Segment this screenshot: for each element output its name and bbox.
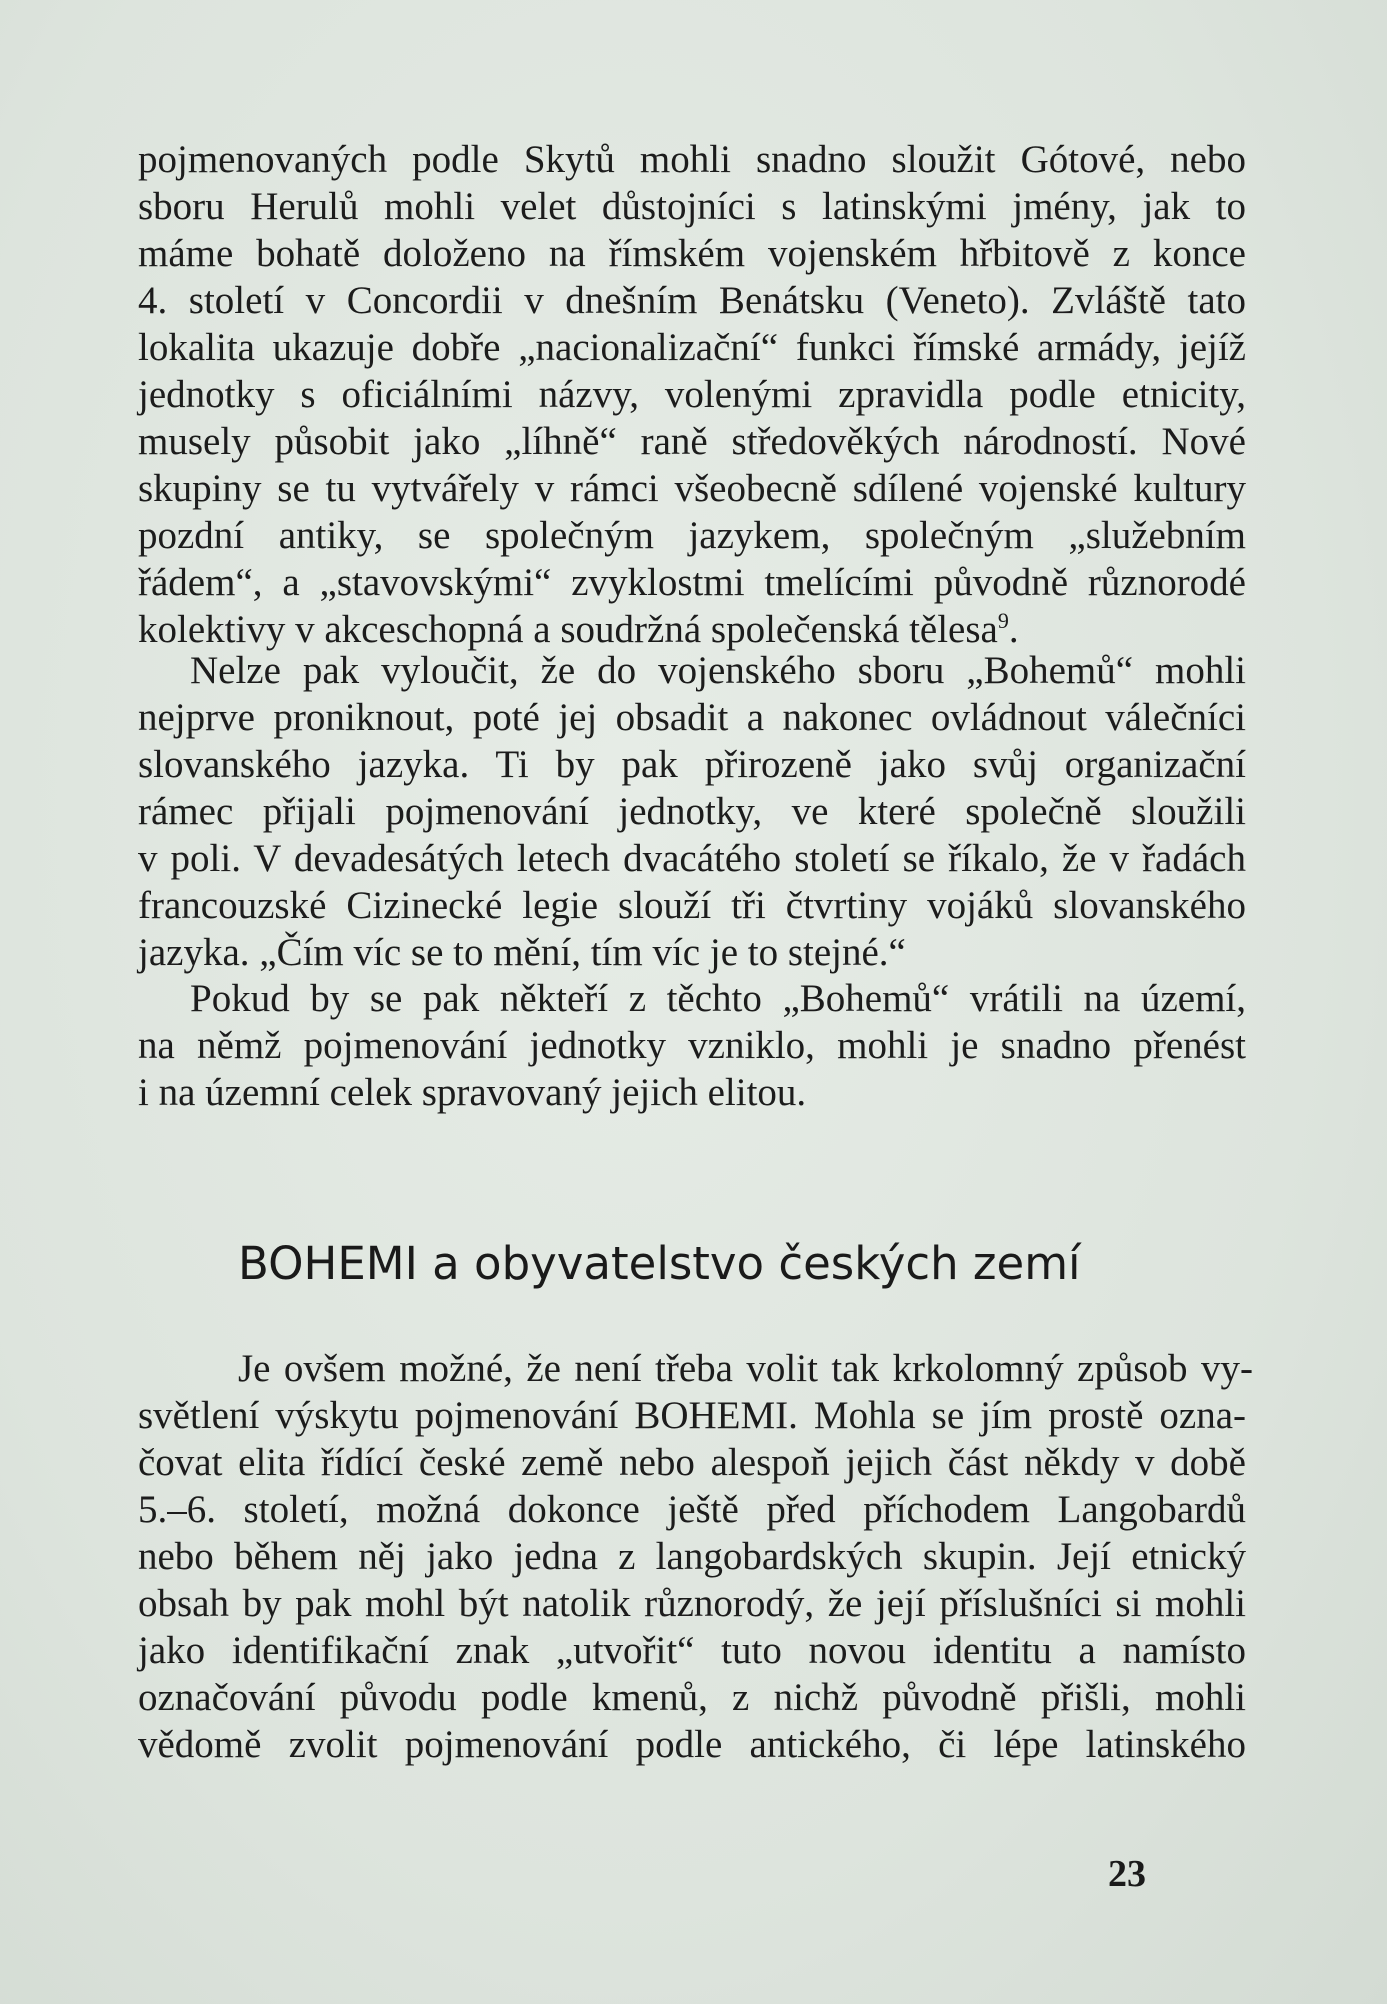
text-line: označování původu podle kmenů, z nichž původně přišli, mohli — [138, 1676, 1246, 1719]
text-line: pozdní antiky, se společným jazykem, společným „služebním — [138, 514, 1246, 557]
text-line — [138, 606, 1246, 653]
text-line: 5.–6. století, možná dokonce ještě před příchodem Langobardů — [138, 1488, 1246, 1531]
sentence-end: . — [1008, 608, 1019, 651]
text-line: na němž pojmenování jednotky vzniklo, mohli je snadno přenést — [138, 1024, 1246, 1067]
text-line: v poli. V devadesátých letech dvacátého století se říkalo, že v řadách — [138, 837, 1246, 880]
text-line: nebo během něj jako jedna z langobardských skupin. Její etnický — [138, 1535, 1246, 1578]
text-line: rámec přijali pojmenování jednotky, ve které společně sloužili — [138, 790, 1246, 833]
text-line: řádem“, a „stavovskými“ zvyklostmi tmelícími původně různorodé — [138, 561, 1246, 604]
text-line: jako identifikační znak „utvořit“ tuto novou identitu a namísto — [138, 1629, 1246, 1672]
text-line: jazyka. „Čím víc se to mění, tím víc je to stejné.“ — [138, 931, 906, 974]
text-line: 4. století v Concordii v dnešním Benátsku (Veneto). Zvláště tato — [138, 279, 1246, 322]
text-line-content: kolektivy v akceschopná a soudržná společenská tělesa — [138, 608, 998, 651]
text-line: jednotky s oficiálními názvy, volenými zpravidla podle etnicity, — [138, 373, 1246, 416]
paragraph-2 — [138, 647, 1246, 976]
text-line: Nelze pak vyloučit, že do vojenského sboru „Bohemů“ mohli — [190, 649, 1246, 692]
paragraph-1 — [138, 136, 1246, 653]
page-number: 23 — [1108, 1853, 1146, 1895]
text-line: Pokud by se pak někteří z těchto „Bohemů“ vrátili na území, — [190, 977, 1246, 1020]
text-line: světlení výskytu pojmenování BOHEMI. Mohla se jím prostě ozna- — [138, 1394, 1246, 1437]
text-line: i na územní celek spravovaný jejich elitou. — [138, 1071, 807, 1114]
text-line: musely působit jako „líhně“ raně středověkých národností. Nové — [138, 420, 1246, 463]
text-line: máme bohatě doloženo na římském vojenském hřbitově z konce — [138, 232, 1246, 275]
text-line: Je ovšem možné, že není třeba volit tak krkolomný způsob vy- — [238, 1347, 1253, 1390]
text-line: skupiny se tu vytvářely v rámci všeobecně sdílené vojenské kultury — [138, 467, 1246, 510]
text-line: sboru Herulů mohli velet důstojníci s latinskými jmény, jak to — [138, 185, 1246, 228]
footnote-reference[interactable]: 9 — [997, 608, 1009, 633]
text-line: lokalita ukazuje dobře „nacionalizační“ funkci římské armády, jejíž — [138, 326, 1246, 369]
text-line: čovat elita řídící české země nebo alespoň jejich část někdy v době — [138, 1441, 1246, 1484]
paragraph-4-first-line — [238, 1345, 1253, 1392]
text-line: pojmenovaných podle Skytů mohli snadno sloužit Gótové, nebo — [138, 138, 1246, 181]
paragraph-3 — [138, 975, 1246, 1116]
paragraph-4-body — [138, 1392, 1246, 1768]
section-heading: BOHEMI a obyvatelstvo českých zemí — [238, 1237, 1081, 1290]
text-line: obsah by pak mohl být natolik různorodý, že její příslušníci si mohli — [138, 1582, 1246, 1625]
text-line: nejprve proniknout, poté jej obsadit a nakonec ovládnout válečníci — [138, 696, 1246, 739]
text-line: francouzské Cizinecké legie slouží tři čtvrtiny vojáků slovanského — [138, 884, 1246, 927]
text-line: slovanského jazyka. Ti by pak přirozeně jako svůj organizační — [138, 743, 1246, 786]
text-line: vědomě zvolit pojmenování podle antického, či lépe latinského — [138, 1723, 1246, 1766]
